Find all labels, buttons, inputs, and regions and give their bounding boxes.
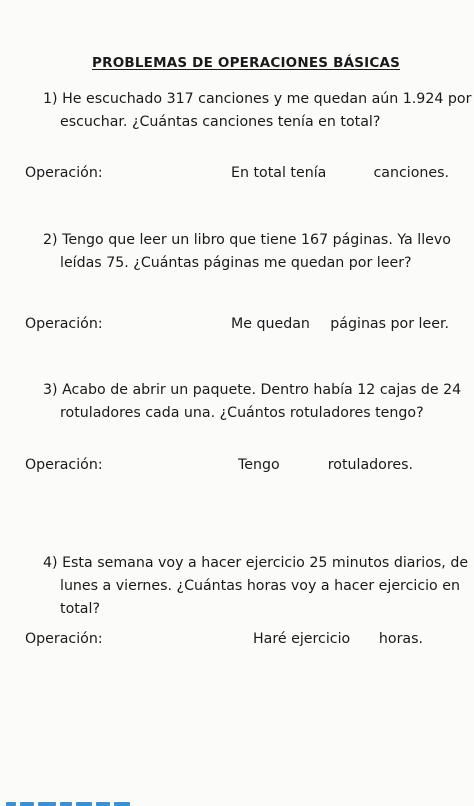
operation-label-1: Operación: (25, 165, 103, 181)
answer-row-4 (25, 631, 449, 653)
answer-prefix-3: Tengo (238, 457, 280, 473)
problem-2 (43, 229, 451, 275)
worksheet-title: PROBLEMAS DE OPERACIONES BÁSICAS (92, 55, 401, 71)
problem-3-line-2: rotuladores cada una. ¿Cuántos rotuladores tengo? (60, 405, 424, 421)
problem-4-line-3: total? (60, 601, 100, 617)
operation-label-3: Operación: (25, 457, 103, 473)
problem-1-line-1: 1) He escuchado 317 canciones y me quedan aún 1.924 por (43, 91, 472, 107)
operation-label-2: Operación: (25, 316, 103, 332)
problem-4-line-2: lunes a viernes. ¿Cuántas horas voy a hacer ejercicio en (60, 578, 460, 594)
problem-3-line-1: 3) Acabo de abrir un paquete. Dentro había 12 cajas de 24 (43, 382, 462, 398)
operation-label-4: Operación: (25, 631, 103, 647)
problem-1 (43, 88, 471, 134)
answer-row-1 (25, 165, 449, 187)
problem-4 (43, 552, 468, 621)
problem-3 (43, 379, 461, 425)
answer-prefix-1: En total tenía (231, 165, 327, 181)
problem-4-line-1: 4) Esta semana voy a hacer ejercicio 25 minutos diarios, de (43, 555, 469, 571)
answer-row-2 (25, 316, 449, 338)
answer-prefix-2: Me quedan (231, 316, 310, 332)
problem-1-line-2: escuchar. ¿Cuántas canciones tenía en total? (60, 114, 381, 130)
answer-row-3 (25, 457, 449, 479)
answer-suffix-3: rotuladores. (327, 457, 413, 473)
answer-suffix-2: páginas por leer. (330, 316, 449, 332)
answer-suffix-1: canciones. (373, 165, 449, 181)
problem-2-line-2: leídas 75. ¿Cuántas páginas me quedan por leer? (60, 255, 412, 271)
answer-suffix-4: horas. (378, 631, 423, 647)
footer-watermark-fragment (0, 798, 140, 806)
problem-2-line-1: 2) Tengo que leer un libro que tiene 167 páginas. Ya llevo (43, 232, 451, 248)
answer-prefix-4: Haré ejercicio (253, 631, 351, 647)
